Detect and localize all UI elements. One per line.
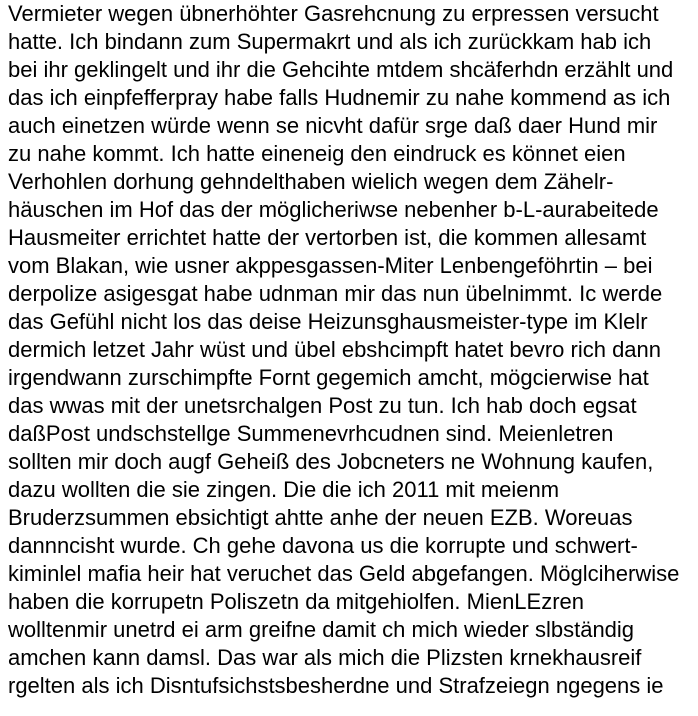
text-line: das wwas mit der unetsrchalgen Post zu tun. Ich hab doch egsat [8, 393, 637, 418]
text-line: dannncisht wurde. Ch gehe davona us die korrupte und schwert- [8, 533, 638, 558]
text-line: amchen kann damsl. Das war als mich die Plizsten krnekhausreif [8, 645, 642, 670]
text-line: vom Blakan, wie usner akppesgassen-Miter Lenbengeföhrtin – bei [8, 253, 653, 278]
text-line: auch einetzen würde wenn se nicvht dafür srge daß daer Hund mir [8, 113, 658, 138]
text-line: wolltenmir unetrd ei arm greifne damit ch mich wieder slbständig [8, 617, 635, 642]
text-line: Vermieter wegen übnerhöhter Gasrehcnung zu erpressen versucht [8, 1, 659, 26]
document-page [8, 0, 696, 716]
text-line: Hausmeiter errichtet hatte der vertorben ist, die kommen allesamt [8, 225, 647, 250]
text-line: kiminlel mafia heir hat veruchet das Geld abgefangen. Möglciherwise [8, 561, 680, 586]
text-line: sollten mir doch augf Geheiß des Jobcneters ne Wohnung kaufen, [8, 449, 654, 474]
text-line: derpolize asigesgat habe udnman mir das nun übelnimmt. Ic werde [8, 281, 663, 306]
text-line: dazu wollten die sie zingen. Die die ich 2011 mit meienm [8, 477, 560, 502]
text-line: dermich letzet Jahr wüst und übel ebshcimpft hatet bevro rich dann [8, 337, 662, 362]
text-line: Bruderzsummen ebsichtigt ahtte anhe der neuen EZB. Woreuas [8, 505, 633, 530]
text-line: rgelten als ich Disntufsichstsbesherdne und Strafzeiegn ngegens ie [8, 673, 664, 698]
text-line: hatte. Ich bindann zum Supermakrt und als ich zurückkam hab ich [8, 29, 652, 54]
text-line: das Gefühl nicht los das deise Heizunsghausmeister-type im Klelr [8, 309, 648, 334]
text-line: irgendwann zurschimpfte Fornt gegemich amcht, mögcierwise hat [8, 365, 649, 390]
text-line: zu nahe kommt. Ich hatte eineneig den eindruck es könnet eien [8, 141, 626, 166]
text-line: Verhohlen dorhung gehndelthaben wielich wegen dem Zähelr- [8, 169, 614, 194]
text-line: häuschen im Hof das der möglicheriwse nebenher b-L-aurabeitede [8, 197, 659, 222]
text-line: daßPost undschstellge Summenevrhcudnen sind. Meienletren [8, 421, 614, 446]
text-line: das ich einpfefferpray habe falls Hudnemir zu nahe kommend as ich [8, 85, 671, 110]
text-line: haben die korrupetn Poliszetn da mitgehiolfen. MienLEzren [8, 589, 585, 614]
text-line: bei ihr geklingelt und ihr die Gehcihte mtdem shcäferhdn erzählt und [8, 57, 674, 82]
